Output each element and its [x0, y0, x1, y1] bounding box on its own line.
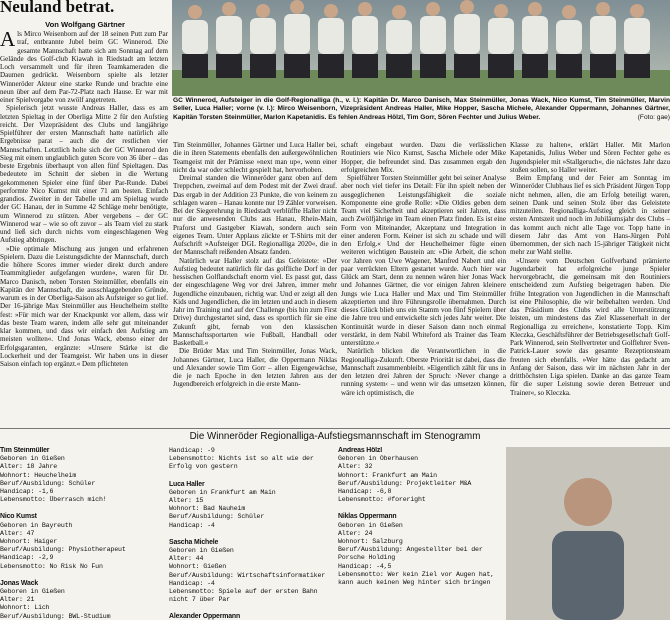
player-name: Luca Haller	[169, 480, 205, 488]
article-column-4	[510, 141, 670, 422]
player-detail: Handicap: -2,9	[0, 554, 54, 562]
player-detail: Handicap: -4	[169, 579, 215, 587]
dropcap: A	[0, 30, 16, 51]
roster-entry	[169, 613, 329, 620]
player-detail: Handicap: -9	[169, 447, 215, 454]
roster-entry	[338, 513, 498, 587]
player-detail: Alter: 24	[338, 529, 373, 537]
roster-entry	[0, 580, 160, 620]
player-detail: Lebensmotto: Spiele auf der ersten Bahn nicht 7 über Par	[169, 588, 318, 604]
player-name: Alexander Oppermann	[169, 613, 241, 620]
article-column-3	[341, 141, 506, 422]
caption-text: GC Winnerod, Aufsteiger in die Golf-Regionalliga (h., v. l.): Kapitän Dr. Marco Danisch, Max Steinmüller, Jonas Wack, Nico Kumst, Tim Steinmüller, Marvin Seller, Luca Haller; vorne (v. l.): Mirco Weisenborn, Vizepräsident Andreas Haller, Mike Hopper, Sascha Michele, Alexander Oppermann, Johannes Gärtner, Kapitän Torsten Steinmüller, Marlon Kapetanidis. Es fehlen Andreas Hölzl, Tim Gorr, Sören Fechter und Julius Weber.	[173, 97, 670, 121]
player-detail: Beruf/Ausbildung: Physiotherapeut	[0, 546, 126, 554]
player-detail: Wohnort: Salzburg	[338, 538, 403, 546]
player-name: Niklas Oppermann	[338, 513, 397, 521]
player-detail: Handicap: -6,8	[338, 488, 392, 496]
player-detail: Wohnort: Bad Nauheim	[169, 505, 246, 513]
roster-entry	[169, 447, 329, 472]
roster-column-2	[169, 447, 329, 620]
paragraph: Als Mirco Weisenborn auf der 18 seinen Putt zum Par traf, entbrannte Jubel beim GC Winnerod. Die gesamte Mannschaft hatte sich am Sonntag auf dem Gelände des Golf-club Kiawah in Riedstadt am letzten Loch versammelt und für ihren Teamkameraden die Daumen gedrückt. Weisenborn spielte als letzter Winneröder Akteur eine starke Runde und brachte eine neun über auf dem Par-72-Platz nach Hause. Er war mit einer Spielvorgabe von zwölf angetreten.	[0, 30, 168, 104]
player-detail: Geboren in Gießen	[169, 547, 234, 555]
player-detail: Geboren in Bayreuth	[0, 521, 73, 529]
player-name: Jonas Wack	[0, 579, 39, 587]
player-detail: Lebensmotto: No Risk No Fun	[0, 562, 103, 570]
player-detail: Geboren in Gießen	[338, 521, 403, 529]
player-detail: Beruf/Ausbildung: Schüler	[0, 479, 96, 487]
player-detail: Beruf/Ausbildung: Angestellter bei der Porsche Holding	[338, 546, 483, 562]
player-detail: Geboren in Gießen	[0, 588, 65, 596]
player-detail: Beruf/Ausbildung: Projektleiter M&A	[338, 479, 472, 487]
player-detail: Beruf/Ausbildung: Schüler	[169, 513, 265, 521]
player-detail: Lebensmotto: #foreright	[338, 496, 426, 504]
paragraph: schaft eingebaut wurden. Dazu die verlässlichen Routiniers wie Nico Kumst, Sascha Michele oder Mike Hopper, die befreundet sind. Das zusammen ergab den erfolgreichen Mix.	[341, 141, 506, 174]
player-detail: Alter: 15	[169, 497, 204, 505]
photo-caption	[173, 97, 670, 122]
roster-column-3	[338, 447, 498, 620]
player-detail: Lebensmotto: Wer kein Ziel vor Augen hat, kann auch keinen Weg hinter sich bringen	[338, 570, 495, 587]
player-name: Andreas Hölzl	[338, 447, 382, 454]
roster-entry	[338, 447, 498, 504]
paragraph: »Unsere vom Deutschen Golfverband prämierte Jugendarbeit hat erfolgreiche junge Spieler hervorgebracht, die gemeinsam mit den Routiniers entscheidend zum Aufstieg beigetragen haben. Die frühe Integration von Jugendlichen in die Mannschaft ist eine Philosophie, die wir beibehalten werden. Und das Präsidium des Clubs wird alle Unterstützung leisten, um mindestens das Ziel Klassenerhalt in der Regionalliga zu erreichen«, konstatierte Topp. Kim Kleczka, Geschäftsführer der Betriebsgesellschaft Golf-Park Winnerod, sein Stellvertreter und Golflehrer Sven-Patrick-Lauer sowie das gesamte Rezeptionsteam freuten sich ebenfalls. »Wer hätte das gedacht am Anfang der Saison, dass wir im nächsten Jahr in der dritthöchsten Liga spielen. Danke an das ganze Team für die super Leistung sowie deren Betreuer und Trainer«, so Kleczka.	[510, 256, 670, 397]
player-detail: Alter: 18 Jahre	[0, 463, 58, 471]
photo-credit: (Foto: gae)	[637, 113, 670, 121]
paragraph: Spielerisch jetzt wusste Andreas Haller, dass es am letzten Spieltag in der Oberliga Mitte 2 für den Aufstieg reicht. Der Vizepräsident des Clubs und langjährige Spielführer der ersten Mannschaft hatte natürlich alle Ergebnisse parat – auch die der restlichen vier Mannschaften. Letztlich holte sich der GC Winnerod den Sieg mit einem unglaublich guten Score von 36 über – das beste Ergebnis überhaupt von allen fünf Spieltagen. Das bedeutete im Schnitt der sieben in die Wertung gekommenen Spieler eine fünf über Par-Runde. Dabei performte Nico Kumst mit einer 71 am besten. Einfach grandios. Zweiter in der Tabelle und am Spieltag wurde der GC Hanau, der in Summe 42 Schläge mehr benötigte, um Winnerod zu stützen. Aber vergebens – der GC Winnerod war – wie so oft zuvor – als Team viel zu stark und ließ sich durch nichts vom eingeschlagenen Weg Aufstieg abbringen.	[0, 104, 168, 245]
player-detail: Wohnort: Frankfurt am Main	[338, 471, 437, 479]
article-column-1	[0, 30, 168, 422]
headline: Neuland betrat.	[0, 0, 115, 16]
paragraph: Die Brüder Max und Tim Steinmüller, Jonas Wack, Johannes Gärtner, Luca Haller, die Oppermann Niklas und Alexander sowie Tim Gorr – allen Eigengewächse, die je nach Epoche in den letzten Jahren aus der Jugendbereich erfolgreich in die erste Mann-	[173, 347, 337, 389]
paragraph: Tim Steinmüller, Johannes Gärtner und Luca Haller bei, die in ihren Statements ebenfalls den außergewöhnlichen Teamgeist mit der Prämisse »next man up«, wenn einer nicht da war oder schlecht gespielt hat, hervorhoben.	[173, 141, 337, 174]
team-photo-image	[172, 0, 670, 96]
player-name: Tim Steinmüller	[0, 447, 50, 454]
paragraph: Klasse zu halten«, erklärt Haller. Mit Marlon Kapetanidis, Julius Weber und Sören Fechter gehe es Jugendspieler mit »Stallgeruch«, die nächstes Jahr dazu stoßen sollen, so Haller weiter.	[510, 141, 670, 174]
article-column-2	[173, 141, 337, 422]
player-detail: Lebensmotto: Nichts ist so alt wie der Erfolg von gestern	[169, 455, 314, 471]
portrait-image	[506, 447, 670, 620]
player-detail: Wohnort: Heuchelheim	[0, 471, 77, 479]
paragraph: Natürlich war Haller stolz auf das Geleistete: »Der Aufstieg bedeutet natürlich für das golfliche Dorf in der hessischen Golflandschaft enorm viel. Es passt gut, dass der eingeschlagene Weg vor drei Jahren, immer mehr Jugendliche einzubauen, richtig war. Und er zeigt all den Kids und Jugendlichen, die im letzten und auch in diesem Jahr im Training und auf der Challenge (bis hin zum First Drive) durchgestartet sind, dass es sportlich für sie eine Zukunft gibt, fernab von den klassischen Mannschaftssportarten wie Fußball, Handball oder Basketball.«	[173, 256, 337, 347]
paragraph: Dreimal standen die Winneröder ganz oben auf dem Treppchen, zweimal auf dem Podest mit der Zwei drauf. Das ergab in der Addition 23 Punkte, die von keinem zu schlagen waren – Hanau konnte nur 19 Zähler vorweisen. Bei der Siegerehrung in Riedstadt verblüffte Haller nicht nur die anwesenden Clubs aus Hanau, Rhein-Main, Praforst und Gastgeber Kiawah, sondern auch sein eigenes Team. Unter Applaus zückte er T-Shirts mit der Aufschrift »Aufsteiger DGL Regionalliga 2020«, die in der Mannschaft reißenden Absatz fanden.	[173, 174, 337, 257]
roster-entry	[0, 447, 160, 504]
paragraph: »Die optimale Mischung aus jungen und erfahrenen Spielern. Dazu die Leistungsdichte der Mannschaft, durch die höhere Scores immer wieder direkt durch andere Teammitglieder aufgefangen wurden«, waren für Dr. Marco Danisch, neben Torsten Steinmüller, ebenfalls ein Kapitän der Mannschaft, die ausschlaggebenden Gründe, warum es in der Oberliga-Saison als Aufsteiger so gut lief. Der 16-jährige Max Steinmüller aus Heuchelheim stellte fest: »Für mich war der Knackpunkt vor allem, dass wir das beste Team waren, indem alle sehr gut miteinander klar kommen, und dass wir einfach den Aufstieg am meisten wollten«. Und Jonas Wack, ebenso einer der Erfolgsgaranten, ergänzte: »Unsere Stärke ist die Lockerheit und der Teamgeist. Wir haben uns in dieser Saison einfach top ergänzt.« Dem pflichteten	[0, 244, 168, 368]
player-detail: Geboren in Frankfurt am Main	[169, 488, 276, 496]
player-detail: Wohnort: Lich	[0, 604, 50, 612]
section-divider	[0, 428, 670, 429]
roster-entry	[0, 513, 160, 570]
byline: Von Wolfgang Gärtner	[45, 20, 125, 29]
team-photo	[172, 0, 670, 96]
player-detail: Alter: 32	[338, 463, 373, 471]
player-detail: Handicap: -4,5	[338, 562, 392, 570]
player-detail: Beruf/Ausbildung: Wirtschaftsinformatiker	[169, 571, 326, 579]
player-detail: Wohnort: Gießen	[169, 563, 227, 571]
player-name: Nico Kumst	[0, 513, 37, 521]
player-detail: Geboren in Gießen	[0, 455, 65, 463]
player-detail: Alter: 21	[0, 596, 35, 604]
player-detail: Alter: 44	[169, 555, 204, 563]
player-detail: Handicap: -4	[169, 521, 215, 529]
paragraph: Spielführer Torsten Steinmüller geht bei seiner Analyse aber noch viel tiefer ins Detail: Für ihn spielt neben der ausgeglichenen Leistungsfähigkeit die soziale Komponente eine große Rolle: »Die Oldies geben dem Team viel Sicherheit und akzeptieren seit Jahren, dass auch Zwölfjährige im Team einen Platz finden. Es ist eine Form von Miteinander, Akzeptanz und Integration in einer anderen Form. Keiner ist sich zu schade und will den Erfolg.« Und der Heuchelheimer fügte einen weiteren wichtigen Baustein an: »Die Arbeit, die schon vor Jahren von Uwe Wagener, Manfred Nabert und ein paar verrückten Eltern gestartet wurde. Auch hier war Glück am Start, denn zu nennen wären hier Jonas Wack und Johannes Gärtner, die vor einigen Jahren kleinere Jungs wie Luca Haller und Max und Tim Steinmüller akzeptierten und ihre Führungsrolle übernahmen. Durch dieses Glück blieb uns ein Stamm von fünf Spielern über die Jahre treu und entwickelte sich jedes Jahr weiter. Die Kontinuität wurde in dieser Saison dann noch einmal verstärkt, in dem Nabil Whiteford als Trainer das Team unterstützte.«	[341, 174, 506, 347]
roster-entry	[169, 481, 329, 530]
roster-box-title: Die Winneröder Regionalliga-Aufstiegsmannschaft im Stenogramm	[189, 431, 481, 442]
player-detail: Lebensmotto: Überrasch mich!	[0, 496, 107, 504]
roster-entry	[169, 539, 329, 605]
player-name: Sascha Michele	[169, 538, 219, 546]
player-detail: Handicap: -1,6	[0, 488, 54, 496]
player-detail: Wohnort: Haiger	[0, 538, 58, 546]
paragraph: Beim Empfang und der Feier am Sonntag im Winneröder Clubhaus lief es sich Präsident Jürgen Topp nicht nehmen, allen, die am Erfolg beteiligt waren, seinen Dank und seinen Stolz über das Geleistete mitzuteilen. Regionalliga-Aufstieg gleich in seiner ersten Amtszeit und noch im Jubiläumsjahr des Clubs – das kommt auch nicht alle Tage vor. Topp hatte in diesem Jahr das Amt von Hans-Jürgen Pohl übernommen, der sich nach 15-jähriger Tätigkeit nicht mehr zur Wahl stellte.	[510, 174, 670, 257]
player-portrait-photo	[506, 447, 670, 620]
roster-column-1	[0, 447, 160, 620]
paragraph: Natürlich blicken die Verantwortlichen in die Regionalliga-Zukunft. Oberste Priorität ist dabei, dass die Mannschaft zusammenbleibt. »Eigentlich zählt für uns in den letzten drei Jahren der Spruch: ›Never change a running system‹ – und wenn wir das umsetzen können, wäre ich optimistisch, die	[341, 347, 506, 397]
player-detail: Beruf/Ausbildung: BWL-Studium	[0, 612, 111, 620]
player-detail: Geboren in Oberhausen	[338, 455, 418, 463]
player-detail: Alter: 47	[0, 529, 35, 537]
